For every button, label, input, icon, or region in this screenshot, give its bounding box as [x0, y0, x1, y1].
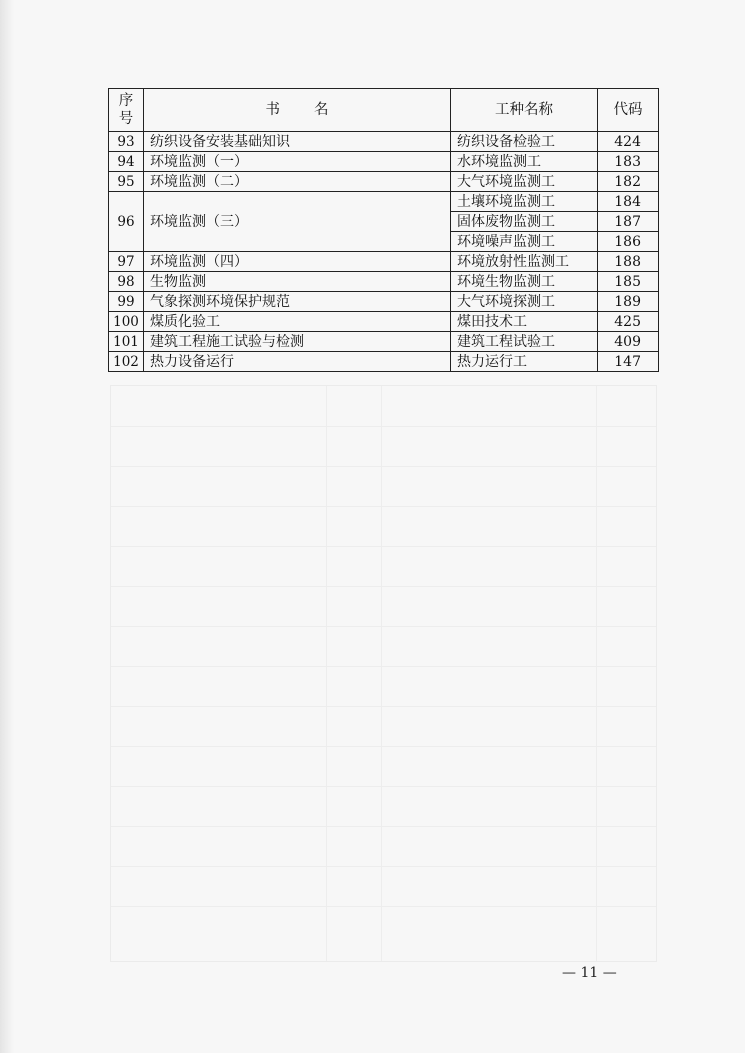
- book-name-cell: 建筑工程施工试验与检测: [144, 332, 451, 352]
- job-name-cell: 土壤环境监测工: [451, 192, 598, 212]
- table-body: [109, 132, 659, 372]
- job-name-cell: 环境生物监测工: [451, 272, 598, 292]
- job-code-cell: 189: [598, 292, 659, 312]
- page-number: — 11 —: [562, 965, 617, 981]
- table-row: [109, 152, 659, 172]
- job-code-cell: 182: [598, 172, 659, 192]
- book-name-cell: 环境监测（一）: [144, 152, 451, 172]
- book-name-cell: 环境监测（三）: [144, 192, 451, 252]
- job-name-cell: 大气环境监测工: [451, 172, 598, 192]
- job-name-cell: 纺织设备检验工: [451, 132, 598, 152]
- table-row: [109, 172, 659, 192]
- header-book-name: 书名: [144, 89, 451, 132]
- job-name-cell: 建筑工程试验工: [451, 332, 598, 352]
- serial-number-cell: 100: [109, 312, 144, 332]
- book-name-cell: 环境监测（四）: [144, 252, 451, 272]
- table-row: [109, 252, 659, 272]
- table-row: [109, 272, 659, 292]
- job-code-cell: 147: [598, 352, 659, 372]
- serial-number-cell: 97: [109, 252, 144, 272]
- serial-number-cell: 95: [109, 172, 144, 192]
- book-name-cell: 气象探测环境保护规范: [144, 292, 451, 312]
- serial-number-cell: 101: [109, 332, 144, 352]
- table-row: [109, 132, 659, 152]
- job-code-cell: 188: [598, 252, 659, 272]
- job-name-cell: 大气环境探测工: [451, 292, 598, 312]
- book-job-table: [108, 88, 659, 372]
- job-name-cell: 固体废物监测工: [451, 212, 598, 232]
- header-serial-number: 序 号: [109, 89, 144, 132]
- job-code-cell: 186: [598, 232, 659, 252]
- book-name-cell: 煤质化验工: [144, 312, 451, 332]
- book-name-cell: 热力设备运行: [144, 352, 451, 372]
- job-name-cell: 环境放射性监测工: [451, 252, 598, 272]
- table-row: [109, 292, 659, 312]
- header-job-name: 工种名称: [451, 89, 598, 132]
- serial-number-cell: 99: [109, 292, 144, 312]
- job-code-cell: 184: [598, 192, 659, 212]
- job-name-cell: 热力运行工: [451, 352, 598, 372]
- job-name-cell: 水环境监测工: [451, 152, 598, 172]
- job-code-cell: 409: [598, 332, 659, 352]
- book-name-cell: 生物监测: [144, 272, 451, 292]
- job-code-cell: 187: [598, 212, 659, 232]
- bleed-through-table: [110, 385, 657, 962]
- header-code: 代码: [598, 89, 659, 132]
- table-row: [109, 192, 659, 212]
- table-row: [109, 332, 659, 352]
- book-name-cell: 环境监测（二）: [144, 172, 451, 192]
- book-name-cell: 纺织设备安装基础知识: [144, 132, 451, 152]
- job-code-cell: 185: [598, 272, 659, 292]
- job-code-cell: 183: [598, 152, 659, 172]
- job-name-cell: 煤田技术工: [451, 312, 598, 332]
- serial-number-cell: 96: [109, 192, 144, 252]
- serial-number-cell: 93: [109, 132, 144, 152]
- job-code-cell: 425: [598, 312, 659, 332]
- table-header-row: [109, 89, 659, 132]
- job-code-cell: 424: [598, 132, 659, 152]
- table-row: [109, 352, 659, 372]
- table-row: [109, 312, 659, 332]
- serial-number-cell: 94: [109, 152, 144, 172]
- page-edge-shadow: [0, 0, 14, 1053]
- serial-number-cell: 102: [109, 352, 144, 372]
- serial-number-cell: 98: [109, 272, 144, 292]
- job-name-cell: 环境噪声监测工: [451, 232, 598, 252]
